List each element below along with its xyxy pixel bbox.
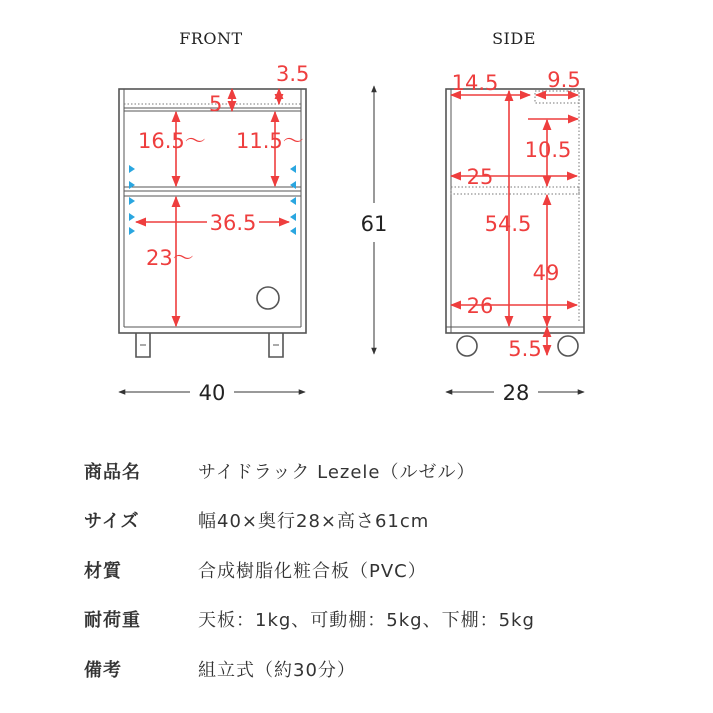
dim-top-gap: 3.5	[276, 62, 310, 86]
spec-value: サイドラック Lezele（ルゼル）	[198, 461, 476, 483]
spec-label: 商品名	[84, 461, 141, 483]
dim-overall-height: 61	[360, 212, 388, 236]
dim-inner-height: 54.5	[484, 212, 532, 236]
dim-top-height: 10.5	[524, 138, 572, 162]
front-dimension-lines	[136, 89, 289, 326]
spec-value: 天板：1kg、可動棚：5kg、下棚：5kg	[198, 610, 535, 632]
side-overall-depth	[446, 381, 584, 405]
dim-shelf-depth: 25	[466, 165, 494, 189]
spec-table	[84, 446, 684, 694]
side-dimension-labels	[452, 68, 581, 361]
spec-value: 幅40×奥行28×高さ61cm	[198, 511, 430, 533]
spec-label: サイズ	[84, 511, 140, 533]
dim-inner-width: 36.5	[209, 211, 257, 235]
dim-upper-opening: 16.5～	[138, 129, 206, 153]
front-view	[119, 29, 309, 405]
spec-row-notes	[84, 644, 684, 694]
spec-value: 組立式（約30分）	[198, 659, 356, 681]
dim-caster-height: 5.5	[508, 337, 542, 361]
dim-top-depth-right: 9.5	[547, 68, 581, 92]
front-casters	[136, 333, 283, 357]
dim-overall-depth: 28	[502, 381, 530, 405]
spec-row-product-name	[84, 446, 684, 496]
side-title: SIDE	[492, 29, 536, 48]
spec-row-size	[84, 496, 684, 546]
dim-top-depth-left: 14.5	[451, 71, 499, 95]
spec-row-material	[84, 545, 684, 595]
dim-bottom-depth: 26	[466, 294, 494, 318]
dim-lower-height: 49	[532, 261, 560, 285]
spec-row-load-capacity	[84, 595, 684, 645]
dim-upper-inner: 11.5～	[236, 129, 304, 153]
side-view	[446, 29, 584, 405]
dim-overall-width: 40	[198, 381, 226, 405]
spec-label: 備考	[84, 659, 122, 681]
front-title: FRONT	[179, 29, 243, 48]
dim-lower-opening: 23～	[146, 246, 194, 270]
front-overall-width	[119, 381, 305, 405]
spec-value: 合成樹脂化粧合板（PVC）	[198, 560, 427, 582]
cable-hole	[257, 287, 279, 309]
front-dimension-labels	[138, 62, 309, 270]
overall-height-dimension	[361, 86, 388, 354]
dim-top-shelf: 5	[209, 92, 223, 116]
spec-label: 材質	[84, 560, 122, 582]
spec-label: 耐荷重	[84, 610, 141, 632]
